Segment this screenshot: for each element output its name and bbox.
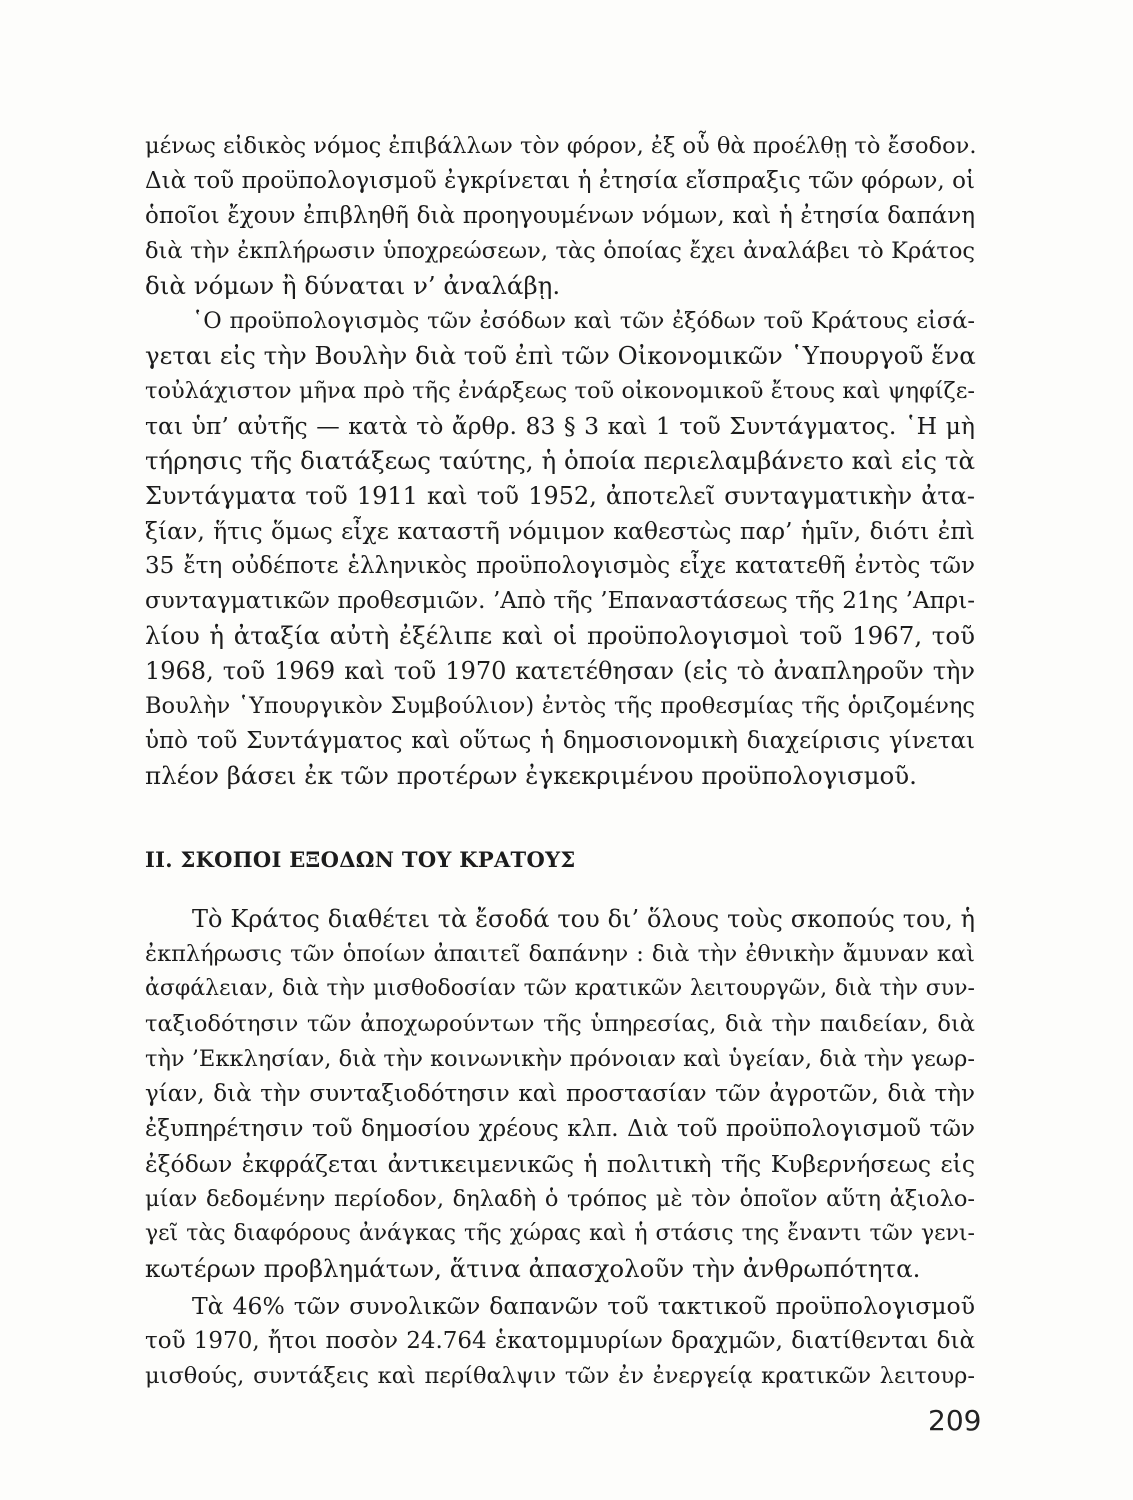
text-line: ῾Ο προϋπολογισμὸς τῶν ἐσόδων καὶ τῶν ἐξόδων τοῦ Κράτους εἰσά- xyxy=(192,308,975,334)
text-line: γεῖ τὰς διαφόρους ἀνάγκας τῆς χώρας καὶ ἡ στάσις της ἔναντι τῶν γενι- xyxy=(145,1221,975,1246)
text-line: μισθούς, συντάξεις καὶ περίθαλψιν τῶν ἐν ἐνεργείᾳ κρατικῶν λειτουρ- xyxy=(145,1363,975,1389)
text-line: ἐξόδων ἐκφράζεται ἀντικειμενικῶς ἡ πολιτικὴ τῆς Κυβερνήσεως εἰς xyxy=(145,1150,975,1178)
text-line: μίαν δεδομένην περίοδον, δηλαδὴ ὁ τρόπος μὲ τὸν ὁποῖον αὕτη ἀξιολο- xyxy=(145,1186,975,1212)
text-line: λίου ἡ ἀταξία αὐτὴ ἐξέλιπε καὶ οἱ προϋπολογισμοὶ τοῦ 1967, τοῦ xyxy=(145,621,975,650)
text-line: κωτέρων προβλημάτων, ἅτινα ἀπασχολοῦν τὴν ἀνθρωπότητα. xyxy=(145,1254,921,1283)
text-line: Συντάγματα τοῦ 1911 καὶ τοῦ 1952, ἀποτελεῖ συνταγματικὴν ἀτα- xyxy=(145,482,975,510)
text-line: τοὐλάχιστον μῆνα πρὸ τῆς ἐνάρξεως τοῦ οἰκονομικοῦ ἔτους καὶ ψηφίζε- xyxy=(145,378,975,404)
text-line: ταξιοδότησιν τῶν ἀποχωρούντων τῆς ὑπηρεσίας, διὰ τὴν παιδείαν, διὰ xyxy=(145,1011,975,1037)
text-line: τήρησις τῆς διατάξεως ταύτης, ἡ ὁποία περιελαμβάνετο καὶ εἰς τὰ xyxy=(145,446,975,475)
text-line: Βουλὴν ῾Υπουργικὸν Συμβούλιον) ἐντὸς τῆς προθεσμίας τῆς ὁριζομένης xyxy=(145,693,975,719)
text-line: τοῦ 1970, ἤτοι ποσὸν 24.764 ἑκατομμυρίων δραχμῶν, διατίθενται διὰ xyxy=(145,1328,975,1354)
text-line: Τὰ 46% τῶν συνολικῶν δαπανῶν τοῦ τακτικοῦ προϋπολογισμοῦ xyxy=(192,1292,975,1320)
text-line: 1968, τοῦ 1969 καὶ τοῦ 1970 κατετέθησαν (εἰς τὸ ἀναπληροῦν τὴν xyxy=(145,657,975,685)
text-line: συνταγματικῶν προθεσμιῶν. ’Απὸ τῆς ’Επαναστάσεως τῆς 21ης ’Απρι- xyxy=(145,588,975,614)
text-line: ὁποῖοι ἔχουν ἐπιβληθῆ διὰ προηγουμένων νόμων, καὶ ἡ ἐτησία δαπάνη xyxy=(145,203,975,229)
text-line: διὰ τὴν ἐκπλήρωσιν ὑποχρεώσεων, τὰς ὁποίας ἔχει ἀναλάβει τὸ Κράτος xyxy=(145,238,975,264)
text-line: ἀσφάλειαν, διὰ τὴν μισθοδοσίαν τῶν κρατικῶν λειτουργῶν, διὰ τὴν συν- xyxy=(145,976,975,1001)
text-line: μένως εἰδικὸς νόμος ἐπιβάλλων τὸν φόρον, ἐξ οὗ θὰ προέλθῃ τὸ ἔσοδον. xyxy=(145,133,977,159)
text-line: ξίαν, ἥτις ὅμως εἶχε καταστῆ νόμιμον καθεστὼς παρ’ ἡμῖν, διότι ἐπὶ xyxy=(145,517,975,545)
text-line: διὰ νόμων ἢ δύναται ν’ ἀναλάβῃ. xyxy=(145,271,561,300)
text-line: 35 ἔτη οὐδέποτε ἑλληνικὸς προϋπολογισμὸς εἶχε κατατεθῆ ἐντὸς τῶν xyxy=(145,553,975,579)
text-line: Τὸ Κράτος διαθέτει τὰ ἔσοδά του δι’ ὅλους τοὺς σκοπούς του, ἡ xyxy=(192,905,975,933)
section-heading: II. ΣΚΟΠΟΙ ΕΞΟΔΩΝ ΤΟΥ ΚΡΑΤΟΥΣ xyxy=(145,847,576,872)
text-line: ται ὑπ’ αὐτῆς — κατὰ τὸ ἄρθρ. 83 § 3 καὶ 1 τοῦ Συντάγματος. ῾Η μὴ xyxy=(145,412,975,440)
text-line: ἐξυπηρέτησιν τοῦ δημοσίου χρέους κλπ. Διὰ τοῦ προϋπολογισμοῦ τῶν xyxy=(145,1116,975,1142)
text-line: γεται εἰς τὴν Βουλὴν διὰ τοῦ ἐπὶ τῶν Οἰκονομικῶν ῾Υπουργοῦ ἕνα xyxy=(145,341,976,370)
page-number: 209 xyxy=(928,1404,982,1437)
text-line: γίαν, διὰ τὴν συνταξιοδότησιν καὶ προστασίαν τῶν ἀγροτῶν, διὰ τὴν xyxy=(145,1081,975,1107)
text-line: ὑπὸ τοῦ Συντάγματος καὶ οὕτως ἡ δημοσιονομικὴ διαχείρισις γίνεται xyxy=(145,728,975,754)
text-line: πλέον βάσει ἐκ τῶν προτέρων ἐγκεκριμένου προϋπολογισμοῦ. xyxy=(145,761,917,790)
text-line: ἐκπλήρωσις τῶν ὁποίων ἀπαιτεῖ δαπάνην : διὰ τὴν ἐθνικὴν ἄμυναν καὶ xyxy=(145,941,975,967)
text-line: Διὰ τοῦ προϋπολογισμοῦ ἐγκρίνεται ἡ ἐτησία εἴσπραξις τῶν φόρων, οἱ xyxy=(145,168,975,194)
text-line: τὴν ’Εκκλησίαν, διὰ τὴν κοινωνικὴν πρόνοιαν καὶ ὑγείαν, διὰ τὴν γεωρ- xyxy=(145,1046,975,1072)
